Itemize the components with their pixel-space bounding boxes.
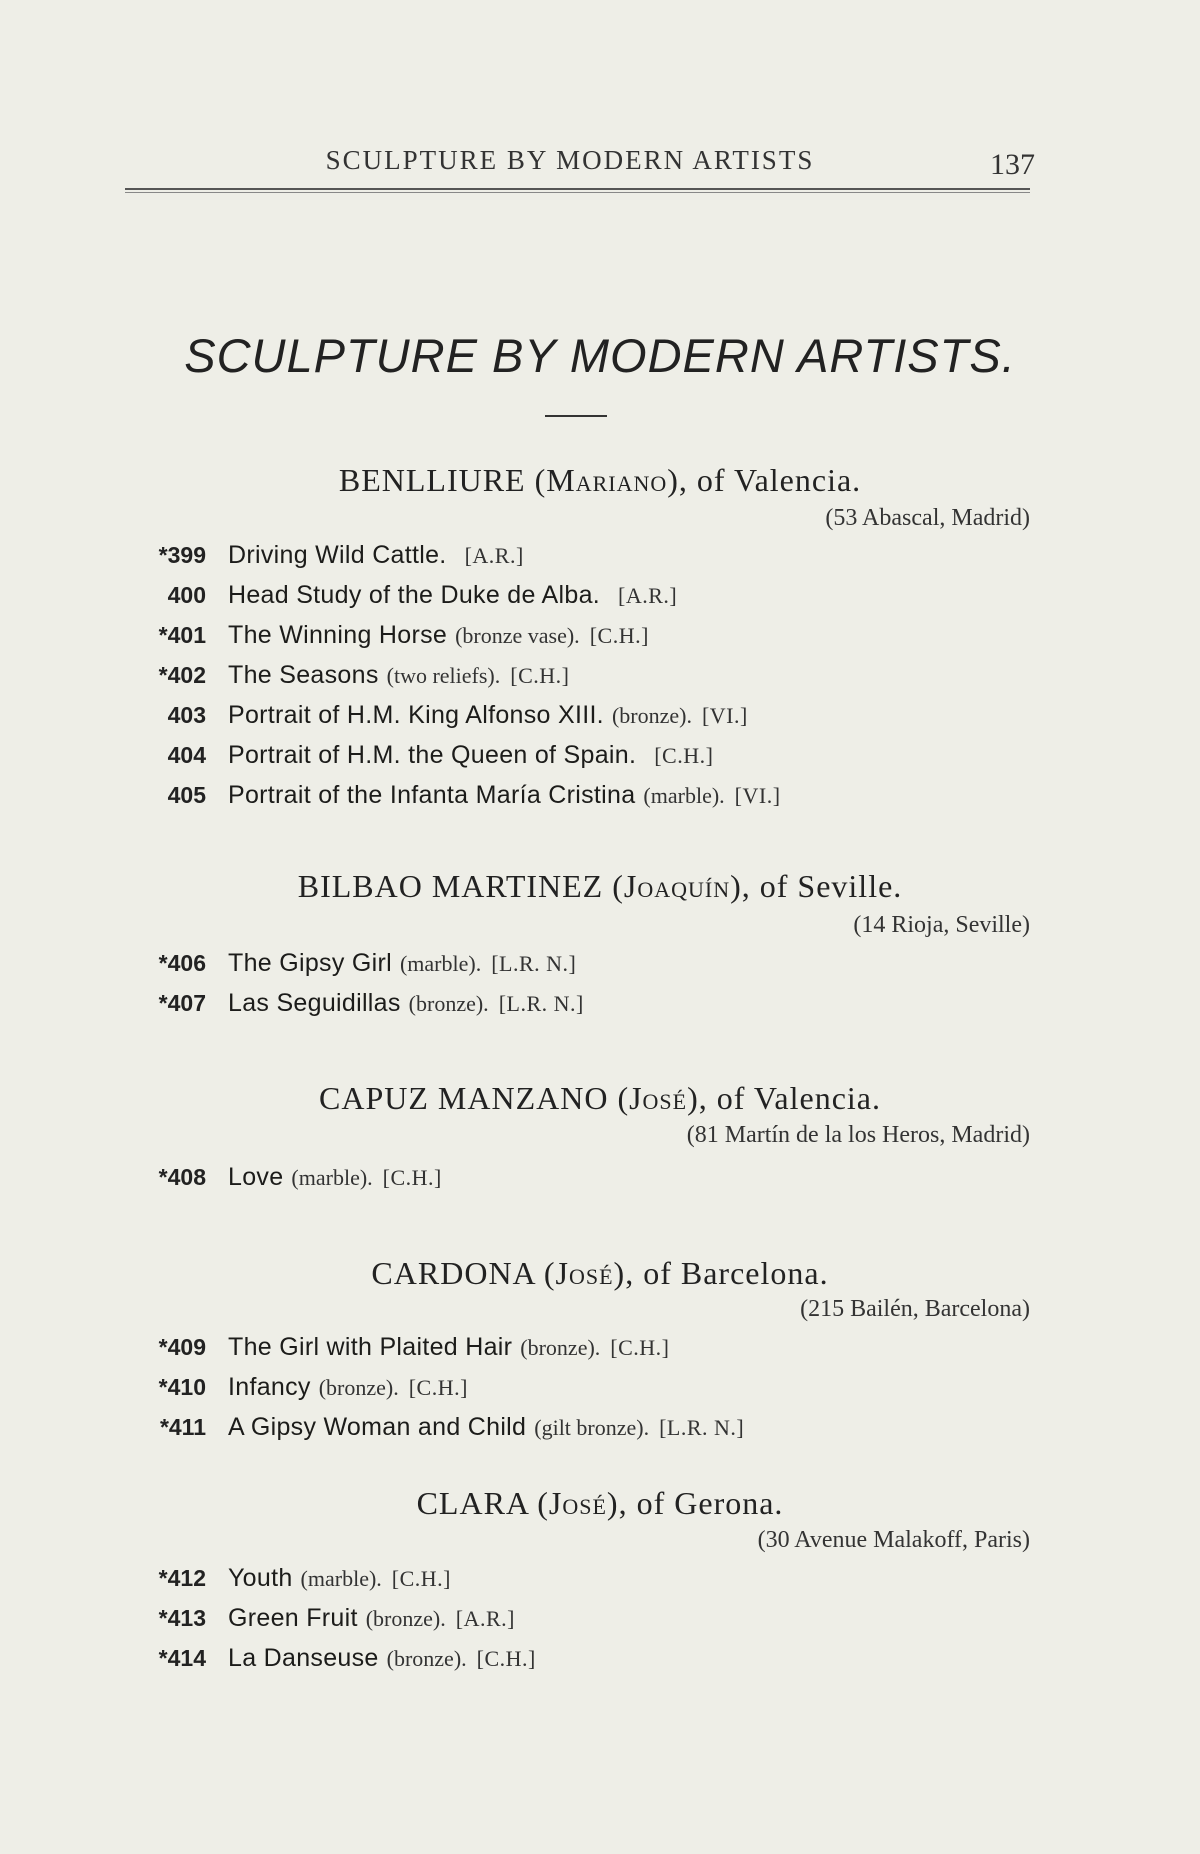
entry-lender: [C.H.] (382, 1165, 442, 1190)
catalogue-entry (120, 660, 1040, 690)
running-head: SCULPTURE BY MODERN ARTISTS (325, 145, 815, 175)
artist-heading (150, 1485, 1050, 1522)
artist-surname: CLARA (416, 1485, 529, 1521)
entry-number: *410 (158, 1374, 206, 1400)
catalogue-entry (120, 1563, 1040, 1593)
entry-lender: [A.R.] (618, 583, 678, 608)
artist-address: (14 Rioja, Seville) (853, 912, 1030, 938)
entry-medium: (bronze). (611, 703, 692, 728)
entry-number: *401 (158, 622, 206, 648)
artist-address: (215 Bailén, Barcelona) (800, 1296, 1030, 1322)
entry-lender: [C.H.] (510, 663, 570, 688)
entry-medium: (bronze). (408, 991, 489, 1016)
entry-title: La Danseuse (228, 1644, 379, 1672)
artist-heading (150, 868, 1050, 905)
entry-number: *411 (159, 1414, 206, 1440)
entry-number: *399 (158, 542, 206, 568)
entry-title: Portrait of H.M. the Queen of Spain. (228, 741, 637, 769)
entry-title: The Seasons (228, 661, 379, 689)
entry-lender: [C.H.] (476, 1646, 536, 1671)
artist-heading (150, 462, 1050, 499)
entry-lender: [C.H.] (391, 1566, 451, 1591)
catalogue-entry (120, 1372, 1040, 1402)
catalogue-entry (120, 988, 1040, 1018)
entry-lender: [L.R. N.] (659, 1415, 745, 1440)
entry-medium: (two reliefs). (386, 663, 501, 688)
entry-number: *409 (158, 1334, 206, 1360)
artist-origin: , of Valencia. (678, 462, 862, 498)
entry-number: *406 (158, 950, 206, 976)
entry-medium: (bronze vase). (455, 623, 580, 648)
entry-title: The Gipsy Girl (228, 949, 392, 977)
artist-given-name: (Joaquín) (612, 868, 742, 904)
entry-medium: (bronze). (318, 1375, 399, 1400)
catalogue-entry (120, 740, 1040, 770)
entry-lender: [C.H.] (589, 623, 649, 648)
artist-surname: CARDONA (371, 1255, 535, 1291)
entry-lender: [L.R. N.] (498, 991, 584, 1016)
catalogue-entry (120, 620, 1040, 650)
artist-address: (53 Abascal, Madrid) (825, 505, 1030, 531)
artist-surname: CAPUZ MANZANO (318, 1080, 609, 1116)
artist-origin: , of Barcelona. (625, 1255, 829, 1291)
artist-address: (81 Martín de la los Heros, Madrid) (686, 1122, 1030, 1148)
header-rule (125, 188, 1030, 193)
entry-title: Head Study of the Duke de Alba. (228, 581, 601, 609)
page-number: 137 (990, 148, 1035, 181)
entry-lender: [L.R. N.] (491, 951, 577, 976)
catalogue-entry (120, 780, 1040, 810)
catalogue-entry (120, 580, 1040, 610)
catalogue-entry (120, 948, 1040, 978)
artist-given-name: (José) (543, 1255, 626, 1291)
catalogue-entry (120, 1412, 1040, 1442)
entry-number: *408 (158, 1164, 206, 1190)
entry-title: Love (228, 1163, 284, 1191)
entry-title: Driving Wild Cattle. (228, 541, 447, 569)
entry-medium: (marble). (291, 1165, 373, 1190)
entry-medium: (marble). (300, 1566, 382, 1591)
entry-title: Infancy (228, 1373, 311, 1401)
section-title: SCULPTURE BY MODERN ARTISTS. (184, 329, 1016, 382)
entry-number: 403 (167, 702, 206, 728)
entry-medium: (bronze). (520, 1335, 601, 1360)
entry-number: *407 (158, 990, 206, 1016)
artist-given-name: (José) (537, 1485, 619, 1521)
entry-title: Youth (228, 1564, 293, 1592)
catalogue-entry (120, 1332, 1040, 1362)
catalogue-entry (120, 1643, 1040, 1673)
title-divider (545, 415, 607, 417)
entry-lender: [VI.] (734, 783, 781, 808)
catalogue-entry (120, 1162, 1040, 1192)
entry-title: Portrait of H.M. King Alfonso XIII. (228, 701, 604, 729)
entry-title: Portrait of the Infanta María Cristina (228, 781, 636, 809)
entry-title: A Gipsy Woman and Child (228, 1413, 527, 1441)
artist-given-name: (José) (617, 1080, 699, 1116)
entry-lender: [C.H.] (408, 1375, 468, 1400)
entry-number: 400 (167, 582, 206, 608)
entry-number: 405 (167, 782, 206, 808)
entry-lender: [A.R.] (455, 1606, 515, 1631)
entry-lender: [C.H.] (610, 1335, 670, 1360)
artist-given-name: (Mariano) (534, 462, 679, 498)
entry-medium: (bronze). (365, 1606, 446, 1631)
entry-title: The Winning Horse (228, 621, 448, 649)
entry-medium: (gilt bronze). (534, 1415, 650, 1440)
entry-title: Las Seguidillas (228, 989, 401, 1017)
artist-heading (150, 1080, 1050, 1117)
artist-surname: BENLLIURE (338, 462, 526, 498)
artist-surname: BILBAO MARTINEZ (297, 868, 604, 904)
entry-medium: (marble). (643, 783, 725, 808)
entry-medium: (marble). (399, 951, 482, 976)
artist-heading (150, 1255, 1050, 1292)
artist-origin: , of Valencia. (698, 1080, 881, 1116)
entry-title: Green Fruit (228, 1604, 358, 1632)
entry-medium: (bronze). (386, 1646, 467, 1671)
catalogue-entry (120, 1603, 1040, 1633)
catalogue-entry (120, 700, 1040, 730)
entry-title: The Girl with Plaited Hair (228, 1333, 513, 1361)
entry-number: *412 (158, 1565, 206, 1591)
catalogue-entry (120, 540, 1040, 570)
entry-number: *413 (158, 1605, 206, 1631)
entry-lender: [C.H.] (654, 743, 714, 768)
entry-number: *414 (158, 1645, 206, 1671)
artist-address: (30 Avenue Malakoff, Paris) (757, 1527, 1030, 1553)
entry-lender: [VI.] (701, 703, 748, 728)
entry-number: *402 (158, 662, 206, 688)
entry-number: 404 (167, 742, 206, 768)
artist-origin: , of Seville. (741, 868, 903, 904)
entry-lender: [A.R.] (464, 543, 524, 568)
artist-origin: , of Gerona. (618, 1485, 784, 1521)
